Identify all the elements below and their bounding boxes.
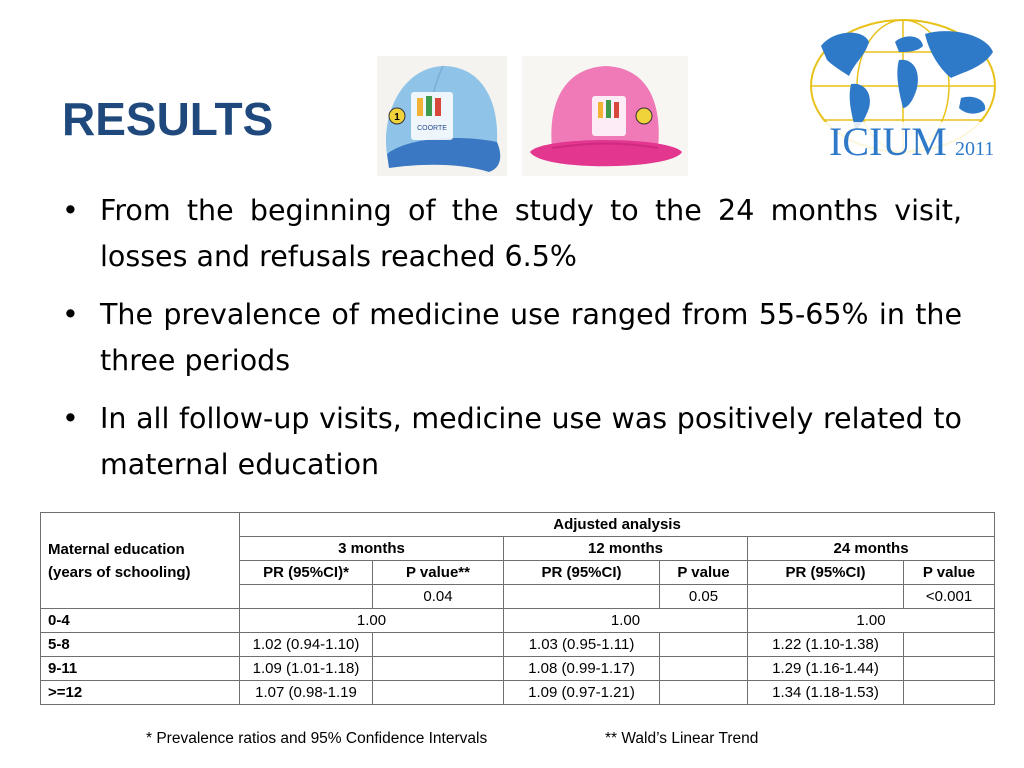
subheader: P value [660, 561, 748, 585]
period-header: 24 months [748, 537, 995, 561]
cap-badge-text: COORTE [417, 125, 447, 132]
corner-header-line2: (years of schooling) [48, 563, 191, 581]
table-header-row [41, 513, 995, 537]
pr-cell: 1.22 (1.10-1.38) [748, 633, 904, 657]
pr-cell: 1.02 (0.94-1.10) [240, 633, 373, 657]
bullet-item [62, 396, 962, 488]
blue-cap-image [377, 56, 507, 176]
bullet-text: From the beginning of the study to the 24 months visit, losses and refusals reached 6.5% [100, 194, 962, 273]
table-cell [373, 657, 504, 681]
table-cell [904, 633, 995, 657]
table-row [41, 609, 995, 633]
pr-cell: 1.34 (1.18-1.53) [748, 681, 904, 705]
pr-cell: 1.00 [504, 609, 748, 633]
cap-badge-number: 1 [394, 112, 400, 123]
bullet-item [62, 188, 962, 280]
pr-cell: 1.00 [240, 609, 504, 633]
icium-logo [803, 12, 1003, 164]
table-cell [904, 681, 995, 705]
bullet-dot: • [62, 194, 79, 227]
pr-cell: 1.08 (0.99-1.17) [504, 657, 660, 681]
subheader: PR (95%CI) [748, 561, 904, 585]
table-cell [373, 681, 504, 705]
footnote-wald: ** Wald’s Linear Trend [605, 730, 759, 747]
table-cell [660, 681, 748, 705]
slide-title: RESULTS [62, 93, 274, 145]
pvalue-cell: 0.05 [660, 585, 748, 609]
pr-cell: 1.07 (0.98-1.19 [240, 681, 373, 705]
group-header: Adjusted analysis [240, 513, 995, 537]
pr-cell: 1.09 (0.97-1.21) [504, 681, 660, 705]
logo-text: ICIUM [829, 119, 947, 164]
bullet-dot: • [62, 298, 79, 331]
results-table [40, 512, 995, 705]
footnote-prevalence: * Prevalence ratios and 95% Confidence Intervals [146, 730, 488, 747]
corner-header-line1: Maternal education [48, 540, 185, 558]
logo-year: 2011 [955, 138, 995, 160]
pink-hat-image [522, 56, 688, 176]
period-header: 3 months [240, 537, 504, 561]
subheader: PR (95%CI) [504, 561, 660, 585]
table-cell [904, 657, 995, 681]
table-row [41, 681, 995, 705]
corner-header [41, 513, 240, 609]
pvalue-cell: <0.001 [904, 585, 995, 609]
subheader: P value [904, 561, 995, 585]
row-label: >=12 [41, 681, 240, 705]
table-cell [748, 585, 904, 609]
table-row [41, 657, 995, 681]
subheader: PR (95%CI)* [240, 561, 373, 585]
table-cell [504, 585, 660, 609]
pr-cell: 1.09 (1.01-1.18) [240, 657, 373, 681]
footnotes [0, 730, 1024, 750]
table-cell [240, 585, 373, 609]
bullet-list [62, 188, 962, 500]
bullet-dot: • [62, 402, 79, 435]
row-label: 5-8 [41, 633, 240, 657]
pr-cell: 1.00 [748, 609, 995, 633]
pr-cell: 1.29 (1.16-1.44) [748, 657, 904, 681]
bullet-item [62, 292, 962, 384]
row-label: 0-4 [41, 609, 240, 633]
results-table-wrapper [40, 512, 994, 716]
row-label: 9-11 [41, 657, 240, 681]
bullet-text: In all follow-up visits, medicine use was positively related to maternal education [100, 402, 962, 481]
period-header: 12 months [504, 537, 748, 561]
table-row [41, 633, 995, 657]
pr-cell: 1.03 (0.95-1.11) [504, 633, 660, 657]
subheader: P value** [373, 561, 504, 585]
table-cell [373, 633, 504, 657]
table-cell [660, 657, 748, 681]
pvalue-cell: 0.04 [373, 585, 504, 609]
bullet-text: The prevalence of medicine use ranged from 55-65% in the three periods [100, 298, 962, 377]
table-cell [660, 633, 748, 657]
